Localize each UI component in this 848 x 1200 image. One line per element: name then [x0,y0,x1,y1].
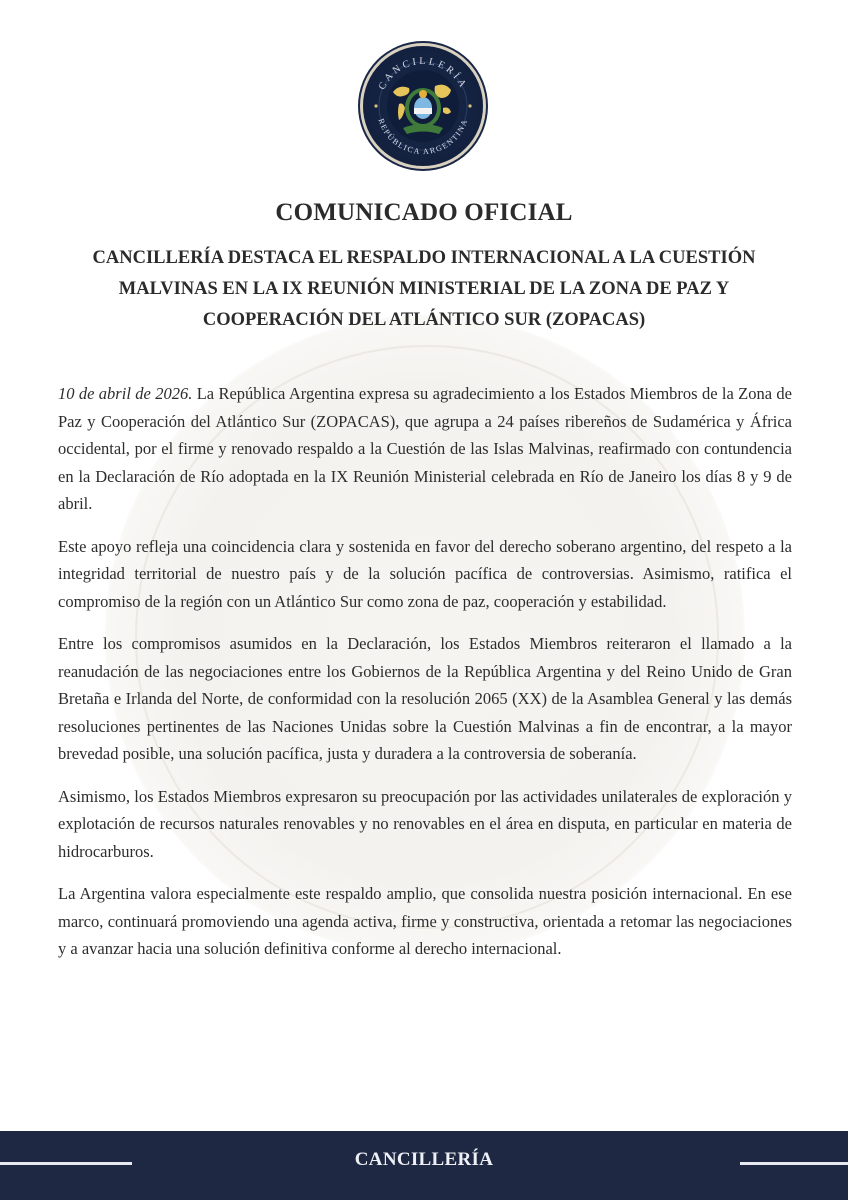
date-text: 10 de abril de 2026. [58,384,193,403]
paragraph-3: Entre los compromisos asumidos en la Declaración, los Estados Miembros reiteraron el llamado a la reanudación de las negociaciones entre los Gobiernos de la República Argentina y del Reino Unido de Gran Bretaña e Irlanda del Norte, de conformidad con la resolución 2065 (XX) de la Asamblea General y las demás resoluciones pertinentes de las Naciones Unidas sobre la Cuestión Malvinas a fin de encontrar, a la mayor brevedad posible, una solución pacífica, justa y duradera a la controversia de soberanía. [58,634,792,763]
document-body [58,380,792,978]
paragraph-1-text: La República Argentina expresa su agradecimiento a los Estados Miembros de la Zona de Paz y Cooperación del Atlántico Sur (ZOPACAS), que agrupa a 24 países ribereños de Sudamérica y África occidental, por el firme y renovado respaldo a la Cuestión de las Islas Malvinas, reafirmado con contundencia en la Declaración de Río adoptada en la IX Reunión Ministerial celebrada en Río de Janeiro los días 8 y 9 de abril. [58,384,792,513]
paragraph-1 [58,380,792,518]
document-title: COMUNICADO OFICIAL [275,199,573,226]
footer-divider-right [740,1162,848,1165]
footer-bar [0,1131,848,1200]
svg-text:REPÚBLICA ARGENTINA: REPÚBLICA ARGENTINA [376,117,470,157]
svg-text:CANCILLERÍA: CANCILLERÍA [376,55,470,92]
paragraph-4: Asimismo, los Estados Miembros expresaron su preocupación por las actividades unilaterales de exploración y explotación de recursos naturales renovables y no renovables en el área en disputa, en particular en materia de hidrocarburos. [58,786,792,861]
document-subtitle: CANCILLERÍA DESTACA EL RESPALDO INTERNACIONAL A LA CUESTIÓN MALVINAS EN LA IX REUNIÓN MINISTERIAL DE LA ZONA DE PAZ Y COOPERACIÓN DEL ATLÁNTICO SUR (ZOPACAS) [92,248,756,330]
seal-emblem-icon [363,46,483,166]
cancilleria-seal-logo [363,46,483,166]
paragraph-2: Este apoyo refleja una coincidencia clara y sostenida en favor del derecho soberano argentino, del respeto a la integridad territorial de nuestro país y de la solución pacífica de controversias. Asimismo, ratifica el compromiso de la región con un Atlántico Sur como zona de paz, cooperación y estabilidad. [58,536,792,611]
paragraph-5: La Argentina valora especialmente este respaldo amplio, que consolida nuestra posición internacional. En ese marco, continuará promoviendo una agenda activa, firme y constructiva, orientada a retomar las negociaciones y a avanzar hacia una solución definitiva conforme al derecho internacional. [58,884,792,958]
footer-label: CANCILLERÍA [354,1149,494,1170]
